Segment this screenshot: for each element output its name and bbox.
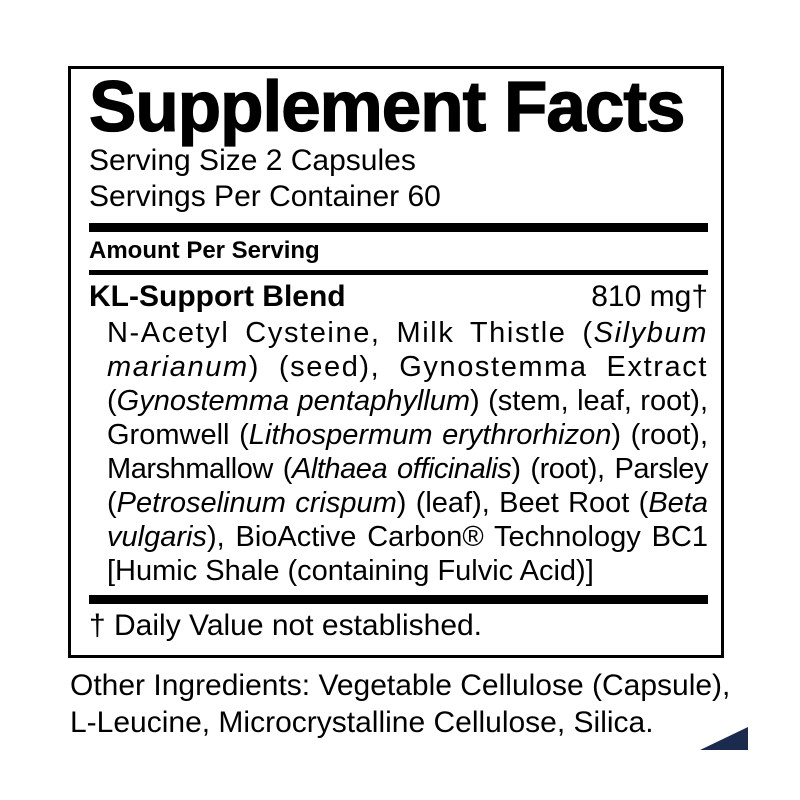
blend-name: KL-Support Blend: [89, 280, 346, 313]
serving-size: Serving Size 2 Capsules: [89, 144, 416, 177]
ingredient-line: marianum) (seed), Gynostemma Extract: [107, 351, 708, 383]
ingredient-list: [107, 316, 708, 588]
ingredient-line: Gromwell (Lithospermum erythrorhizon) (root),: [107, 419, 709, 451]
other-ingredients-line-1: Other Ingredients: Vegetable Cellulose (Capsule),: [70, 669, 731, 702]
ingredient-line: (Gynostemma pentaphyllum) (stem, leaf, root),: [107, 385, 708, 417]
other-ingredients-line-2: L-Leucine, Microcrystalline Cellulose, Silica.: [70, 706, 654, 739]
divider-thick-bottom: [89, 595, 708, 604]
ingredient-line: (Petroselinum crispum) (leaf), Beet Root (Beta: [107, 487, 708, 519]
other-ingredients: [70, 667, 730, 741]
divider-medium: [89, 270, 708, 275]
blend-amount: 810 mg†: [591, 280, 708, 313]
blend-row: [89, 280, 708, 314]
amount-per-serving-heading: Amount Per Serving: [89, 237, 320, 264]
servings-per-container: Servings Per Container 60: [89, 180, 441, 213]
daily-value-footnote: † Daily Value not established.: [89, 609, 483, 642]
divider-thick-top: [89, 223, 708, 232]
supplement-facts-panel: [68, 66, 724, 658]
ingredient-line: Marshmallow (Althaea officinalis) (root), Parsley: [107, 453, 708, 485]
panel-title: Supplement Facts: [89, 68, 685, 147]
ingredient-line: vulgaris), BioActive Carbon® Technology BC1: [107, 521, 708, 553]
ingredient-line: N-Acetyl Cysteine, Milk Thistle (Silybum: [107, 317, 708, 349]
ingredient-line: [Humic Shale (containing Fulvic Acid)]: [107, 555, 594, 587]
